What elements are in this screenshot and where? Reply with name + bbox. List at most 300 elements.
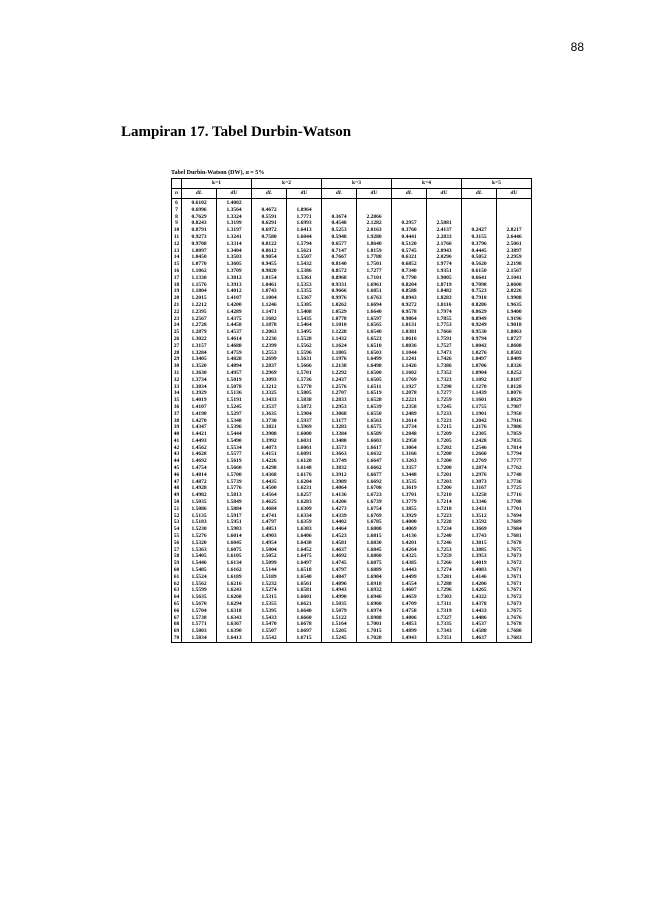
dl-cell: 0.6150 (462, 268, 497, 275)
dl-cell: 1.3325 (252, 390, 287, 397)
du-cell: 1.7319 (427, 608, 462, 615)
table-row (172, 424, 532, 431)
dl-cell: 1.5803 (182, 628, 217, 635)
table-row (172, 594, 532, 601)
dl-cell: 1.2078 (392, 390, 427, 397)
dl-cell: 0.6996 (182, 207, 217, 214)
du-cell: 1.7591 (427, 336, 462, 343)
dl-column-header: dL (182, 189, 217, 199)
dl-cell: 1.1576 (182, 282, 217, 289)
table-row (172, 288, 532, 295)
dl-cell: 1.2176 (462, 424, 497, 431)
dl-cell: 1.2305 (462, 431, 497, 438)
du-cell (497, 214, 532, 221)
dl-cell: 1.5274 (252, 587, 287, 594)
table-row (172, 377, 532, 384)
dl-cell: 1.4562 (182, 445, 217, 452)
du-cell: 1.6000 (287, 431, 322, 438)
dl-cell: 0.8949 (462, 316, 497, 323)
du-cell: 1.6785 (357, 519, 392, 526)
dl-cell: 1.0616 (392, 336, 427, 343)
du-cell: 2.0163 (357, 227, 392, 234)
dl-cell: 0.6641 (462, 275, 497, 282)
du-cell: 1.7253 (427, 547, 462, 554)
dl-cell: 1.4273 (322, 506, 357, 513)
du-cell: 1.7277 (427, 390, 462, 397)
du-cell: 1.7206 (427, 485, 462, 492)
du-cell: 1.7673 (497, 553, 532, 560)
dl-cell: 1.0770 (182, 261, 217, 268)
dl-cell: 1.2221 (392, 397, 427, 404)
du-cell: 1.6708 (357, 485, 392, 492)
dl-cell: 1.4385 (392, 560, 427, 567)
dl-cell: 1.5122 (322, 615, 357, 622)
dl-cell: 1.5144 (252, 567, 287, 574)
dl-cell: 1.3912 (322, 472, 357, 479)
du-cell: 2.5061 (497, 241, 532, 248)
dl-cell: 1.3263 (392, 458, 427, 465)
table-row (172, 445, 532, 452)
dl-cell: 0.3760 (392, 227, 427, 234)
du-cell: 1.6565 (357, 322, 392, 329)
du-cell: 1.5619 (217, 458, 252, 465)
dl-cell: 1.3537 (252, 404, 287, 411)
dl-cell: 1.4797 (252, 519, 287, 526)
dl-cell: 1.5470 (252, 621, 287, 628)
dl-cell: 1.5562 (182, 581, 217, 588)
dl-cell: 1.2567 (182, 316, 217, 323)
du-cell: 1.7777 (497, 458, 532, 465)
du-cell (497, 199, 532, 207)
dl-cell: 1.3834 (182, 384, 217, 391)
table-row (172, 567, 532, 574)
du-cell: 1.3404 (217, 248, 252, 255)
dl-cell: 1.2395 (182, 309, 217, 316)
du-cell: 1.3913 (217, 282, 252, 289)
du-cell (287, 199, 322, 207)
du-cell: 1.7215 (427, 424, 462, 431)
dl-cell: 1.3743 (462, 533, 497, 540)
dl-cell: 1.3346 (462, 499, 497, 506)
dl-cell: 0.3796 (462, 241, 497, 248)
dl-cell: 0.6102 (182, 199, 217, 207)
dl-cell: 1.4741 (252, 513, 287, 520)
table-row (172, 199, 532, 207)
du-cell: 1.3564 (217, 207, 252, 214)
dl-cell: 1.4754 (182, 465, 217, 472)
du-cell (357, 207, 392, 214)
table-row (172, 295, 532, 302)
dl-cell (322, 207, 357, 214)
dl-cell: 1.4851 (252, 526, 287, 533)
dl-cell: 1.3405 (182, 356, 217, 363)
du-cell: 1.6257 (287, 492, 322, 499)
dl-cell: 0.8286 (462, 302, 497, 309)
du-cell: 2.3897 (497, 248, 532, 255)
dl-cell: 1.3068 (322, 411, 357, 418)
dl-cell: 1.2399 (252, 343, 287, 350)
dl-cell: 0.7918 (462, 295, 497, 302)
dl-cell: 1.4325 (392, 553, 427, 560)
du-cell: 1.7218 (427, 506, 462, 513)
du-cell: 1.7240 (427, 533, 462, 540)
table-row (172, 390, 532, 397)
dl-cell: 1.4797 (322, 567, 357, 574)
dl-cell: 1.4064 (322, 485, 357, 492)
dl-cell: 1.2707 (322, 390, 357, 397)
dl-cell: 1.5635 (182, 594, 217, 601)
dl-cell: 1.4692 (182, 458, 217, 465)
n-cell: 51 (172, 506, 182, 513)
du-cell: 1.6519 (357, 390, 392, 397)
dl-cell: 1.4270 (182, 418, 217, 425)
du-cell: 1.7684 (497, 526, 532, 533)
dl-cell: 1.3701 (392, 492, 427, 499)
du-cell: 1.4828 (217, 356, 252, 363)
table-row (172, 513, 532, 520)
du-cell: 1.5297 (217, 411, 252, 418)
dl-cell: 0.7523 (462, 288, 497, 295)
dl-cell: 0.9666 (322, 288, 357, 295)
du-cell: 1.5666 (287, 363, 322, 370)
du-cell: 1.7675 (497, 547, 532, 554)
dl-cell (392, 199, 427, 207)
n-column-header: n (172, 189, 182, 199)
du-cell: 1.8128 (497, 384, 532, 391)
du-cell: 1.5794 (287, 241, 322, 248)
du-cell: 1.7327 (427, 615, 462, 622)
n-cell: 24 (172, 322, 182, 329)
n-cell: 52 (172, 513, 182, 520)
du-cell: 1.5631 (287, 356, 322, 363)
dl-cell: 1.4806 (392, 615, 427, 622)
du-cell: 1.5701 (287, 370, 322, 377)
du-cell: 1.4614 (217, 336, 252, 343)
dl-cell: 1.2437 (322, 377, 357, 384)
du-cell: 1.7527 (427, 343, 462, 350)
dl-cell: 1.3832 (322, 465, 357, 472)
dl-cell: 1.4814 (182, 472, 217, 479)
du-cell: 1.7200 (427, 458, 462, 465)
n-cell: 20 (172, 295, 182, 302)
du-cell: 1.6692 (357, 479, 392, 486)
du-cell: 1.5562 (287, 343, 322, 350)
du-cell: 1.6550 (357, 411, 392, 418)
du-cell: 1.6932 (357, 587, 392, 594)
dl-cell: 1.3619 (392, 485, 427, 492)
du-column-header: dU (497, 189, 532, 199)
du-cell: 1.6640 (287, 608, 322, 615)
dl-cell: 0.9578 (392, 309, 427, 316)
n-cell: 66 (172, 608, 182, 615)
dl-cell: 1.2546 (462, 445, 497, 452)
du-cell: 1.6581 (287, 587, 322, 594)
du-cell: 1.6452 (287, 547, 322, 554)
du-cell: 1.5849 (217, 499, 252, 506)
du-cell: 1.9196 (497, 316, 532, 323)
du-cell: 1.7277 (357, 268, 392, 275)
dl-cell: 1.2848 (392, 431, 427, 438)
dl-cell: 1.3989 (322, 479, 357, 486)
du-cell: 1.8640 (357, 241, 392, 248)
du-cell: 1.7671 (497, 587, 532, 594)
dl-cell: 1.0743 (252, 288, 287, 295)
dl-cell: 1.4625 (252, 499, 287, 506)
n-cell: 55 (172, 533, 182, 540)
dl-cell: 1.3284 (182, 350, 217, 357)
n-cell: 46 (172, 472, 182, 479)
table-row (172, 309, 532, 316)
du-cell: 2.1282 (357, 220, 392, 227)
du-cell: 1.5621 (287, 248, 322, 255)
du-cell: 2.1567 (497, 268, 532, 275)
table-row (172, 492, 532, 499)
dl-cell: 0.2957 (392, 220, 427, 227)
du-cell: 1.5385 (287, 302, 322, 309)
table-row (172, 519, 532, 526)
dl-cell: 1.5035 (182, 499, 217, 506)
dl-cell: 1.5485 (182, 567, 217, 574)
dl-cell: 1.1270 (462, 384, 497, 391)
du-cell: 1.5355 (287, 288, 322, 295)
du-cell: 1.7015 (357, 628, 392, 635)
n-cell: 6 (172, 199, 182, 207)
dl-cell: 0.5745 (392, 248, 427, 255)
dl-cell: 0.9331 (322, 282, 357, 289)
du-cell: 1.9351 (427, 268, 462, 275)
du-cell: 1.5739 (217, 479, 252, 486)
dl-cell: 1.4896 (322, 581, 357, 588)
n-cell: 67 (172, 615, 182, 622)
dl-cell: 1.3815 (462, 540, 497, 547)
dl-cell: 1.2042 (462, 418, 497, 425)
du-cell: 1.6603 (357, 438, 392, 445)
du-cell: 1.5435 (287, 316, 322, 323)
dl-cell: 1.1004 (252, 295, 287, 302)
table-row (172, 438, 532, 445)
du-cell: 1.5838 (287, 397, 322, 404)
du-cell: 1.6561 (287, 581, 322, 588)
table-row (172, 635, 532, 642)
du-cell: 1.7701 (497, 506, 532, 513)
dl-cell: 1.4339 (322, 513, 357, 520)
dl-cell: 1.2976 (462, 472, 497, 479)
dl-cell: 0.9530 (462, 329, 497, 336)
dl-cell: 1.5771 (182, 621, 217, 628)
dl-cell: 1.3022 (182, 336, 217, 343)
du-cell: 1.6621 (287, 601, 322, 608)
dl-cell: 0.8122 (252, 241, 287, 248)
du-cell: 1.5770 (287, 384, 322, 391)
dl-column-header: dL (252, 189, 287, 199)
du-cell: 1.5361 (287, 275, 322, 282)
dl-cell: 0.5620 (462, 261, 497, 268)
du-cell (357, 199, 392, 207)
dl-cell: 0.7580 (252, 234, 287, 241)
dl-cell: 1.4000 (392, 519, 427, 526)
du-column-header: dU (357, 189, 392, 199)
du-cell: 1.7678 (497, 621, 532, 628)
du-cell: 1.8116 (427, 302, 462, 309)
dl-cell: 1.1878 (252, 322, 287, 329)
du-cell: 1.7950 (497, 411, 532, 418)
du-cell: 1.7974 (427, 309, 462, 316)
dl-column-header: dL (392, 189, 427, 199)
dl-cell: 1.0461 (252, 282, 287, 289)
du-cell: 1.7859 (497, 431, 532, 438)
dl-cell: 1.4226 (252, 458, 287, 465)
n-cell: 11 (172, 234, 182, 241)
dl-cell: 1.3431 (462, 506, 497, 513)
table-row (172, 560, 532, 567)
du-cell: 1.6889 (357, 567, 392, 574)
dl-cell: 1.4443 (392, 567, 427, 574)
dl-cell: 1.3779 (392, 499, 427, 506)
dl-cell: 1.5086 (182, 506, 217, 513)
n-cell: 49 (172, 492, 182, 499)
du-cell: 1.6268 (217, 594, 252, 601)
dl-cell: 1.1241 (392, 356, 427, 363)
du-cell: 1.6475 (287, 553, 322, 560)
dl-cell: 1.3512 (462, 513, 497, 520)
du-cell: 1.7209 (427, 431, 462, 438)
du-cell: 1.3605 (217, 261, 252, 268)
du-cell: 1.3709 (217, 268, 252, 275)
du-cell: 2.1041 (497, 275, 532, 282)
du-cell (427, 199, 462, 207)
dl-cell: 1.4745 (322, 560, 357, 567)
du-cell: 1.7352 (427, 370, 462, 377)
table-row (172, 350, 532, 357)
du-cell: 1.5937 (287, 418, 322, 425)
dl-cell: 1.4136 (392, 533, 427, 540)
du-cell: 1.5660 (217, 465, 252, 472)
table-row (172, 363, 532, 370)
dl-cell: 1.3535 (392, 479, 427, 486)
du-cell: 2.0296 (427, 254, 462, 261)
du-cell: 1.6176 (287, 472, 322, 479)
du-cell: 1.7001 (357, 621, 392, 628)
du-cell: 1.6523 (357, 336, 392, 343)
du-cell: 1.5386 (287, 268, 322, 275)
dl-cell: 1.5405 (182, 553, 217, 560)
n-cell: 63 (172, 587, 182, 594)
table-row (172, 329, 532, 336)
dl-cell: 1.5834 (182, 635, 217, 642)
du-cell: 1.5444 (217, 431, 252, 438)
du-cell: 1.7676 (497, 615, 532, 622)
du-cell: 1.6860 (357, 553, 392, 560)
du-cell: 1.6993 (287, 220, 322, 227)
dl-cell: 1.4554 (392, 581, 427, 588)
du-cell: 1.6148 (287, 465, 322, 472)
du-cell: 1.6367 (217, 621, 252, 628)
du-cell (497, 207, 532, 214)
n-cell: 36 (172, 404, 182, 411)
n-cell: 21 (172, 302, 182, 309)
dl-cell: 1.2015 (182, 295, 217, 302)
dl-cell: 1.5433 (252, 615, 287, 622)
du-cell: 1.7274 (427, 567, 462, 574)
du-cell: 1.7916 (497, 418, 532, 425)
dl-cell: 1.3663 (322, 451, 357, 458)
du-cell: 1.7223 (427, 513, 462, 520)
du-cell: 1.3241 (217, 234, 252, 241)
dl-cell: 1.3630 (182, 370, 217, 377)
du-cell: 1.7233 (427, 411, 462, 418)
du-cell: 1.4537 (217, 329, 252, 336)
dl-cell (322, 199, 357, 207)
dl-cell: 0.8243 (182, 220, 217, 227)
dl-cell: 1.3448 (392, 472, 427, 479)
du-cell: 1.9635 (497, 302, 532, 309)
dl-cell: 1.4928 (182, 485, 217, 492)
dl-cell (392, 214, 427, 221)
dl-cell: 1.5164 (322, 621, 357, 628)
dl-cell: 1.0381 (392, 329, 427, 336)
du-cell: 1.4894 (217, 363, 252, 370)
du-cell: 1.7855 (427, 316, 462, 323)
du-cell: 1.7386 (427, 363, 462, 370)
n-cell: 37 (172, 411, 182, 418)
dl-cell: 0.7340 (392, 268, 427, 275)
du-cell: 1.7200 (427, 465, 462, 472)
table-row (172, 574, 532, 581)
dl-cell: 1.2576 (322, 384, 357, 391)
du-cell: 1.5577 (217, 451, 252, 458)
table-row (172, 220, 532, 227)
du-cell: 1.4002 (217, 199, 252, 207)
du-cell: 1.6563 (357, 418, 392, 425)
du-cell: 1.7210 (427, 492, 462, 499)
du-cell: 1.5432 (287, 261, 322, 268)
du-cell: 1.7716 (497, 492, 532, 499)
du-cell: 1.6091 (287, 451, 322, 458)
du-cell: 1.5700 (217, 472, 252, 479)
du-cell: 1.6800 (357, 526, 392, 533)
n-cell: 26 (172, 336, 182, 343)
dl-cell: 1.4637 (462, 635, 497, 642)
dl-cell: 1.3157 (182, 343, 217, 350)
du-cell: 1.6597 (357, 316, 392, 323)
du-cell: 1.6540 (287, 574, 322, 581)
dl-cell: 1.5395 (252, 608, 287, 615)
dl-cell: 0.3155 (462, 234, 497, 241)
du-cell: 1.6918 (357, 581, 392, 588)
du-cell: 1.7323 (427, 377, 462, 384)
table-row (172, 553, 532, 560)
dl-cell: 0.8791 (182, 227, 217, 234)
dl-cell: 1.4943 (392, 635, 427, 642)
du-cell: 1.3197 (217, 227, 252, 234)
table-row (172, 547, 532, 554)
dl-cell: 1.4847 (322, 574, 357, 581)
dl-cell: 1.1976 (322, 356, 357, 363)
dl-cell: 1.4628 (182, 451, 217, 458)
du-cell: 1.5983 (217, 526, 252, 533)
du-cell: 1.7671 (497, 567, 532, 574)
dl-cell: 1.2969 (252, 370, 287, 377)
du-cell: 1.7689 (497, 519, 532, 526)
dl-cell: 0.7098 (462, 282, 497, 289)
dl-cell: 1.4368 (252, 472, 287, 479)
dl-cell: 1.4206 (322, 499, 357, 506)
du-cell: 1.6031 (287, 438, 322, 445)
n-cell: 25 (172, 329, 182, 336)
du-cell: 1.8409 (497, 356, 532, 363)
dl-cell: 1.3384 (322, 431, 357, 438)
dl-cell: 1.3992 (252, 438, 287, 445)
